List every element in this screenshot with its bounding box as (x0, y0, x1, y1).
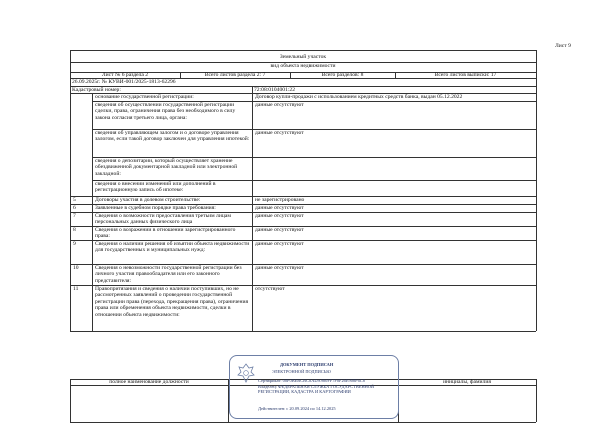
row-value-11: отсутствуют (255, 286, 285, 292)
row-num-5: 5 (73, 197, 76, 203)
cadastral-label: Кадастровый номер: (72, 87, 121, 93)
consent-info-value: данные отсутствуют (255, 102, 304, 108)
row-label-6: Заявленные в судебном порядке права требования: (95, 205, 216, 211)
page-label: Лист 9 (555, 43, 571, 49)
extract-sheets: Всего листов выписки: 17 (434, 72, 497, 78)
object-type-title: Земельный участок (279, 54, 327, 60)
stamp-validity: Действителен: с 20.09.2024 по 14.12.2025 (258, 406, 336, 411)
signature-name-label: инициалы, фамилия (443, 379, 491, 385)
stamp-subtitle: ЭЛЕКТРОННОЙ ПОДПИСЬЮ (272, 369, 331, 374)
row-num-7: 7 (73, 213, 76, 219)
stamp-owner: Владелец: ФЕДЕРАЛЬНАЯ СЛУЖБА ГОСУДАРСТВЕННОЙ РЕГИСТРАЦИИ, КАДАСТРА И КАРТОГРАФИИ (258, 384, 375, 394)
depositary-label: сведения о депозитарии, который осуществляет хранение обездвиженной документарной закладной или электронной закладной: (95, 158, 238, 177)
cadastral-number: 72:08:0104001:22 (254, 87, 296, 93)
row-value-8: данные отсутствуют (255, 227, 304, 233)
mortgage-basis-label: основание государственной регистрации: (95, 94, 194, 100)
row-value-7: данные отсутствуют (255, 213, 304, 219)
sections-total: Всего разделов: 8 (321, 72, 364, 78)
row-value-10: данные отсутствуют (255, 265, 304, 271)
stamp-certificate: Сертификат: 00F0BEBCBC8ADA980FF7F0F26E908F6C8 (258, 378, 365, 383)
date-number: 26.09.2025г. № КУВИ-001/2025-1813-62296 (72, 79, 176, 85)
row-label-10: Сведения о невозможности государственной регистрации без личного участия правообладателя или его законного представителя: (95, 265, 242, 284)
sheet-section: Лист № 6 раздела 2 (101, 72, 149, 78)
row-value-5: не зарегистрировано (255, 197, 305, 203)
electronic-signature-stamp (229, 355, 399, 419)
row-label-7: Сведения о возможности предоставления третьим лицам персональных данных физического лица (95, 213, 231, 226)
signature-position-label: полное наименование должности (109, 379, 189, 385)
row-label-8: Сведения о возражении в отношении зарегистрированного права: (95, 227, 236, 240)
row-num-10: 10 (73, 265, 79, 271)
row-value-6: данные отсутствуют (255, 205, 304, 211)
row-num-11: 11 (73, 286, 79, 292)
row-label-9: Сведения о наличии решения об изъятии объекта недвижимости для государственных и муниципальных нужд: (95, 241, 250, 254)
mortgage-basis-value: Договор купли-продажи с использованием кредитных средств банка, выдан 05.12.2022 (255, 94, 463, 100)
row-value-9: данные отсутствуют (255, 241, 304, 247)
row-label-5: Договоры участия в долевом строительстве: (95, 197, 201, 203)
row-num-6: 6 (73, 205, 76, 211)
pledge-manager-value: данные отсутствуют (255, 130, 304, 136)
row-num-9: 9 (73, 241, 76, 247)
row-num-8: 8 (73, 227, 76, 233)
amendments-label: сведения о внесении изменений или дополнений в регистрационную запись об ипотеке: (95, 181, 216, 194)
pledge-manager-label: сведения об управляющем залогом и о договоре управления залогом, если такой договор заключен для управления ипотекой: (95, 130, 250, 143)
sheets-total: Всего листов раздела 2: 7 (204, 72, 266, 78)
row-label-11: Правопритязания и сведения о наличии поступивших, но не рассмотренных заявлений о проведении государственной регистрации права (перехода, прекращения права), ограничения права или обременения объекта недвижимости, сделки в отношении объекта недвижимости: (95, 286, 249, 318)
emblem-icon (236, 362, 256, 384)
consent-info-label: сведения об осуществлении государственной регистрации сделки, права, ограничения права без необходимого в силу закона согласия третьего лица, органа: (95, 102, 236, 121)
stamp-title: ДОКУМЕНТ ПОДПИСАН (280, 362, 334, 367)
object-type-subtitle: вид объекта недвижимости (270, 63, 336, 69)
